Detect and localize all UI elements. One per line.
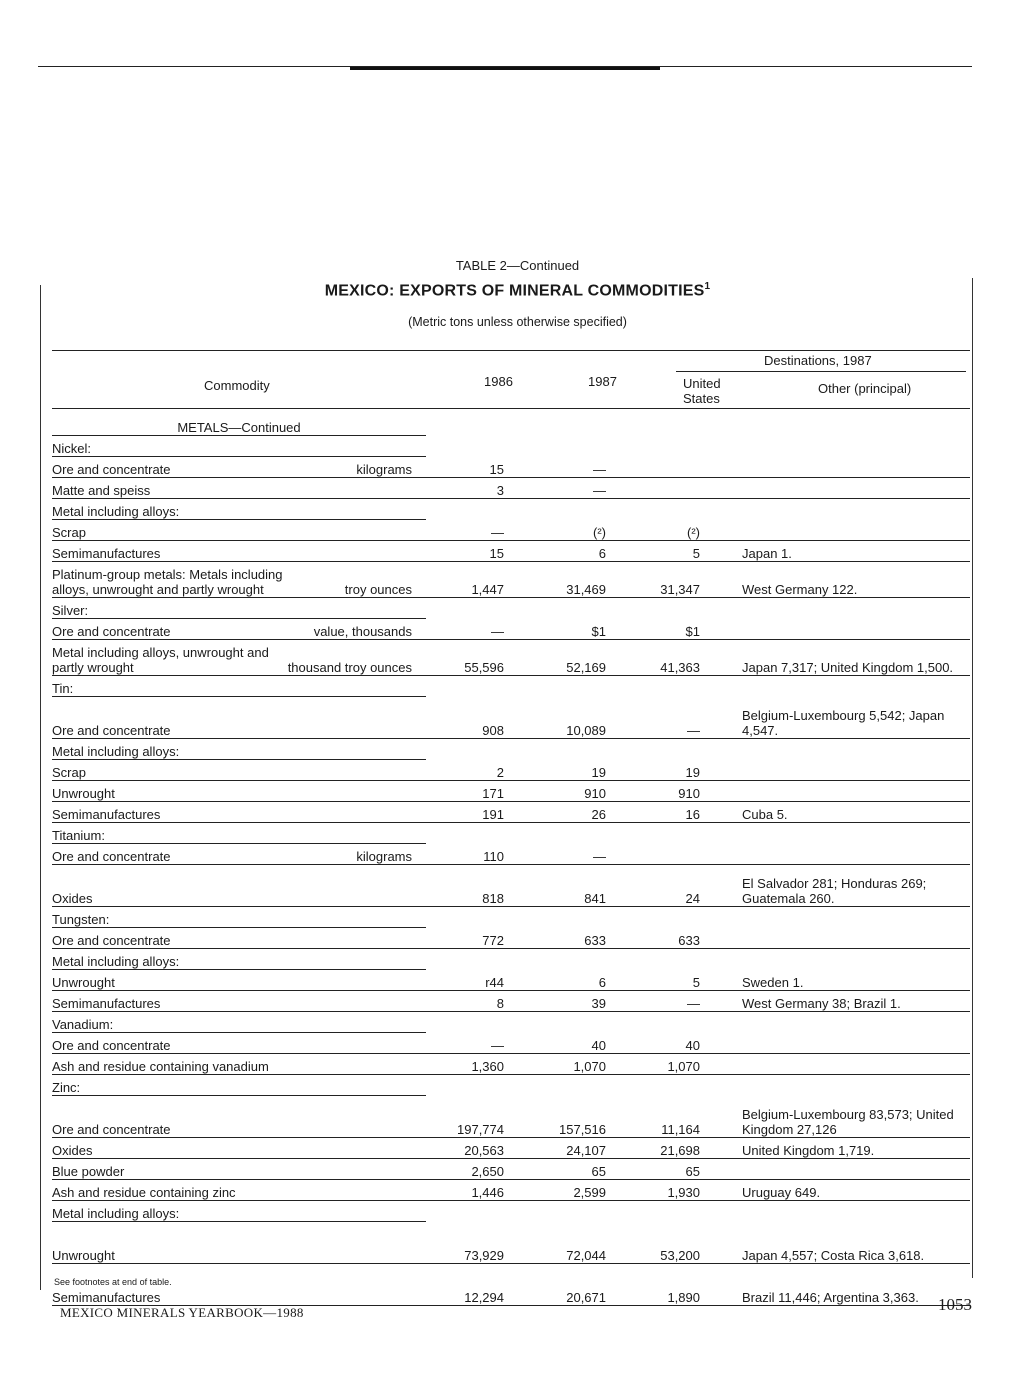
destination-other [730,843,970,864]
commodity-cell [52,864,426,906]
value-united-states [630,435,730,456]
commodity-cell [52,540,426,561]
unit-label: kilograms [356,848,412,864]
destination-other [730,618,970,639]
value-1986 [426,1011,530,1032]
value-1987: 39 [530,990,630,1011]
destination-other [730,1053,970,1074]
value-1987 [530,906,630,927]
table-row [52,597,970,618]
destination-other [730,822,970,843]
value-1987 [530,948,630,969]
value-united-states: 40 [630,1032,730,1053]
destination-other [730,477,970,498]
commodity-label: Ore and concentrate [52,461,171,477]
destination-other: West Germany 38; Brazil 1. [730,990,970,1011]
commodity-cell [52,435,426,456]
unit-label: kilograms [356,461,412,477]
value-1986: 197,774 [426,1095,530,1137]
header-commodity: Commodity [204,378,270,393]
destination-other: West Germany 122. [730,561,970,597]
value-1986 [426,1200,530,1221]
header-1987: 1987 [588,374,617,389]
commodity-cell [52,414,426,435]
value-1987 [530,675,630,696]
commodity-label: Ore and concentrate [52,722,171,738]
value-united-states [630,597,730,618]
destination-other: Uruguay 649. [730,1179,970,1200]
commodity-cell [52,948,426,969]
value-1987: 31,469 [530,561,630,597]
value-1986 [426,1074,530,1095]
commodity-label: Oxides [52,890,93,906]
commodity-label: Ash and residue containing zinc [52,1184,236,1200]
value-1987 [530,414,630,435]
value-united-states: 31,347 [630,561,730,597]
commodity-cell [52,1074,426,1095]
unit-label: troy ounces [344,581,412,597]
commodity-cell [52,822,426,843]
table-row [52,618,970,639]
destinations-rule [676,371,966,372]
commodity-label: Titanium: [52,827,105,843]
value-united-states: $1 [630,618,730,639]
table-row [52,906,970,927]
value-1987: 24,107 [530,1137,630,1158]
commodity-cell [52,927,426,948]
destination-other [730,435,970,456]
table-row [52,948,970,969]
commodity-label: Semimanufactures [52,806,161,822]
value-1987: 20,671 [530,1263,630,1305]
value-united-states: — [630,990,730,1011]
value-1986: — [426,519,530,540]
value-united-states [630,675,730,696]
value-1986: 191 [426,801,530,822]
value-1987: 1,070 [530,1053,630,1074]
value-united-states: 5 [630,969,730,990]
table-row [52,456,970,477]
commodity-cell [52,738,426,759]
value-1987: 72,044 [530,1221,630,1263]
commodity-label: Ore and concentrate [52,848,171,864]
destination-other: Japan 1. [730,540,970,561]
destination-other [730,597,970,618]
commodity-label: Vanadium: [52,1016,114,1032]
value-united-states [630,1011,730,1032]
value-united-states [630,1074,730,1095]
destination-other [730,1011,970,1032]
value-1987 [530,1011,630,1032]
commodity-label: Silver: [52,602,89,618]
destination-other [730,1074,970,1095]
header-bottom-rule [52,408,970,409]
header-united-states: United States [683,376,721,406]
value-1987 [530,822,630,843]
destination-other: Sweden 1. [730,969,970,990]
commodity-cell [52,1158,426,1179]
unit-label: value, thousands [313,623,412,639]
value-united-states: 5 [630,540,730,561]
value-1987 [530,738,630,759]
header-1986: 1986 [484,374,513,389]
table-subtitle: (Metric tons unless otherwise specified) [408,315,627,329]
value-1986: — [426,1032,530,1053]
table-row [52,990,970,1011]
commodity-cell [52,675,426,696]
value-united-states [630,738,730,759]
value-1986: 1,360 [426,1053,530,1074]
footnote: See footnotes at end of table. [54,1277,172,1287]
table-row [52,1263,970,1305]
commodity-label: Zinc: [52,1079,81,1095]
commodity-cell [52,696,426,738]
value-1987: 841 [530,864,630,906]
commodity-label: Oxides [52,1142,93,1158]
commodity-cell [52,1179,426,1200]
value-1986: 3 [426,477,530,498]
header-destinations: Destinations, 1987 [764,353,872,368]
destination-other [730,906,970,927]
commodity-cell [52,1011,426,1032]
commodity-label: Metal including alloys: [52,503,180,519]
table-row [52,540,970,561]
commodity-label: Metal including alloys: [52,1205,180,1221]
value-1987 [530,1074,630,1095]
value-1987: 633 [530,927,630,948]
value-1987: 65 [530,1158,630,1179]
commodity-label: Semimanufactures [52,995,161,1011]
value-1987: (²) [530,519,630,540]
table-row [52,1011,970,1032]
value-united-states [630,498,730,519]
table-row [52,477,970,498]
value-1986: 818 [426,864,530,906]
table-row [52,1074,970,1095]
commodity-label: Metal including alloys: [52,743,180,759]
commodity-label: Ore and concentrate [52,1121,171,1137]
commodity-cell [52,843,426,864]
destination-other: Japan 7,317; United Kingdom 1,500. [730,639,970,675]
value-1986: r44 [426,969,530,990]
value-1987 [530,435,630,456]
commodity-label: Scrap [52,524,86,540]
commodity-label: Unwrought [52,785,115,801]
value-1987: — [530,843,630,864]
table-row [52,864,970,906]
value-united-states [630,843,730,864]
value-1987: 19 [530,759,630,780]
value-1986 [426,498,530,519]
commodity-cell [52,906,426,927]
commodity-label: Blue powder [52,1163,125,1179]
commodity-cell [52,1095,426,1137]
table-label: TABLE 2—Continued [455,258,580,273]
commodity-cell [52,759,426,780]
table-row [52,1158,970,1179]
commodity-cell [52,477,426,498]
value-united-states: 16 [630,801,730,822]
value-1986: 20,563 [426,1137,530,1158]
value-1987: 157,516 [530,1095,630,1137]
value-1986 [426,597,530,618]
commodity-cell [52,561,426,597]
header-top-rule [52,350,970,351]
page-number: 1053 [938,1295,972,1314]
commodity-label: Nickel: [52,440,92,456]
value-1986: 908 [426,696,530,738]
table-row [52,1200,970,1221]
table-row [52,738,970,759]
value-1986: 1,446 [426,1179,530,1200]
commodity-label: Ore and concentrate [52,1037,171,1053]
value-united-states: 11,164 [630,1095,730,1137]
commodity-label: Metal including alloys, unwrought and partly wrought [52,644,269,675]
value-1986: 2 [426,759,530,780]
table-row [52,519,970,540]
destination-other [730,780,970,801]
commodity-cell [52,1053,426,1074]
running-footer: MEXICO MINERALS YEARBOOK—1988 [60,1305,304,1320]
exports-table [52,414,970,1306]
table-row [52,843,970,864]
destination-other [730,759,970,780]
value-1987 [530,1200,630,1221]
unit-label: thousand troy ounces [287,659,412,675]
value-1987: 26 [530,801,630,822]
destination-other: Belgium-Luxembourg 83,573; United Kingdom 27,126 [730,1095,970,1137]
value-united-states [630,822,730,843]
table-row [52,822,970,843]
top-rule-thick [350,67,660,70]
table-row [52,696,970,738]
value-1986 [426,675,530,696]
right-margin-line [972,278,973,1278]
destination-other [730,1032,970,1053]
table-row [52,780,970,801]
commodity-label: Semimanufactures [52,1289,161,1305]
commodity-cell [52,1200,426,1221]
commodity-label: Tungsten: [52,911,110,927]
commodity-label: Unwrought [52,974,115,990]
value-1986: 55,596 [426,639,530,675]
value-1986: 73,929 [426,1221,530,1263]
value-united-states: 910 [630,780,730,801]
commodity-cell [52,990,426,1011]
destination-other [730,948,970,969]
destination-other [730,414,970,435]
commodity-label: Ore and concentrate [52,623,171,639]
destination-other: Japan 4,557; Costa Rica 3,618. [730,1221,970,1263]
value-1987: 52,169 [530,639,630,675]
commodity-label: Matte and speiss [52,482,151,498]
table-row [52,1053,970,1074]
value-1986: 12,294 [426,1263,530,1305]
value-united-states [630,948,730,969]
title-footnote-mark: 1 [704,281,711,292]
destination-other [730,498,970,519]
table-row [52,759,970,780]
destination-other: El Salvador 281; Honduras 269; Guatemala 260. [730,864,970,906]
value-united-states: 53,200 [630,1221,730,1263]
value-united-states [630,1200,730,1221]
value-united-states: — [630,696,730,738]
value-1987: 6 [530,969,630,990]
value-united-states: 633 [630,927,730,948]
commodity-cell [52,1032,426,1053]
destination-other: Belgium-Luxembourg 5,542; Japan 4,547. [730,696,970,738]
commodity-label: Tin: [52,680,74,696]
destination-other [730,1200,970,1221]
value-1986: 1,447 [426,561,530,597]
commodity-cell [52,1137,426,1158]
destination-other: Cuba 5. [730,801,970,822]
value-united-states: 21,698 [630,1137,730,1158]
destination-other: United Kingdom 1,719. [730,1137,970,1158]
destination-other: Brazil 11,446; Argentina 3,363. [730,1263,970,1305]
commodity-label: Metal including alloys: [52,953,180,969]
value-united-states: 19 [630,759,730,780]
header-other: Other (principal) [818,381,912,396]
destination-other [730,519,970,540]
commodity-cell [52,780,426,801]
value-1986: 15 [426,540,530,561]
table-row [52,435,970,456]
value-united-states: 1,070 [630,1053,730,1074]
value-1986: — [426,618,530,639]
commodity-cell [52,597,426,618]
commodity-cell [52,519,426,540]
table-row [52,1221,970,1263]
value-1986: 8 [426,990,530,1011]
destination-other [730,456,970,477]
table-row [52,1179,970,1200]
table-row [52,561,970,597]
value-united-states [630,456,730,477]
value-1987: 40 [530,1032,630,1053]
table-row [52,1137,970,1158]
value-1987: 910 [530,780,630,801]
value-1987: 2,599 [530,1179,630,1200]
left-margin-line [40,285,41,1290]
value-1987: — [530,477,630,498]
commodity-label: Unwrought [52,1247,115,1263]
value-united-states: 41,363 [630,639,730,675]
value-united-states: 65 [630,1158,730,1179]
table-row [52,414,970,435]
table-row [52,927,970,948]
value-united-states [630,414,730,435]
value-united-states [630,906,730,927]
commodity-cell [52,969,426,990]
commodity-cell [52,1221,426,1263]
value-1986 [426,948,530,969]
value-1987 [530,498,630,519]
commodity-cell [52,456,426,477]
value-1986: 15 [426,456,530,477]
value-united-states: (²) [630,519,730,540]
commodity-label: Ash and residue containing vanadium [52,1058,269,1074]
table-row [52,498,970,519]
table-row [52,801,970,822]
table-row [52,639,970,675]
destination-other [730,738,970,759]
value-1986: 171 [426,780,530,801]
value-1987: 6 [530,540,630,561]
table-row [52,1095,970,1137]
commodity-cell [52,801,426,822]
value-1987: 10,089 [530,696,630,738]
value-1986: 2,650 [426,1158,530,1179]
table-title: MEXICO: EXPORTS OF MINERAL COMMODITIES$^1$ [324,281,711,300]
commodity-label: Semimanufactures [52,545,161,561]
commodity-label: METALS—Continued [177,419,301,435]
value-1986 [426,414,530,435]
table-row [52,675,970,696]
commodity-cell [52,618,426,639]
value-united-states: 1,930 [630,1179,730,1200]
table-row [52,969,970,990]
exports-table-body [52,414,970,1305]
commodity-label: Scrap [52,764,86,780]
value-1986 [426,906,530,927]
value-united-states: 24 [630,864,730,906]
value-1987 [530,597,630,618]
table-row [52,1032,970,1053]
value-united-states [630,477,730,498]
value-1986 [426,435,530,456]
destination-other [730,927,970,948]
value-1987: $1 [530,618,630,639]
value-united-states: 1,890 [630,1263,730,1305]
commodity-cell [52,498,426,519]
commodity-cell [52,639,426,675]
value-1986 [426,822,530,843]
destination-other [730,675,970,696]
value-1986 [426,738,530,759]
destination-other [730,1158,970,1179]
value-1986: 110 [426,843,530,864]
value-1986: 772 [426,927,530,948]
commodity-label: Ore and concentrate [52,932,171,948]
value-1987: — [530,456,630,477]
commodity-label: Platinum-group metals: Metals including alloys, unwrought and partly wrought [52,566,283,597]
